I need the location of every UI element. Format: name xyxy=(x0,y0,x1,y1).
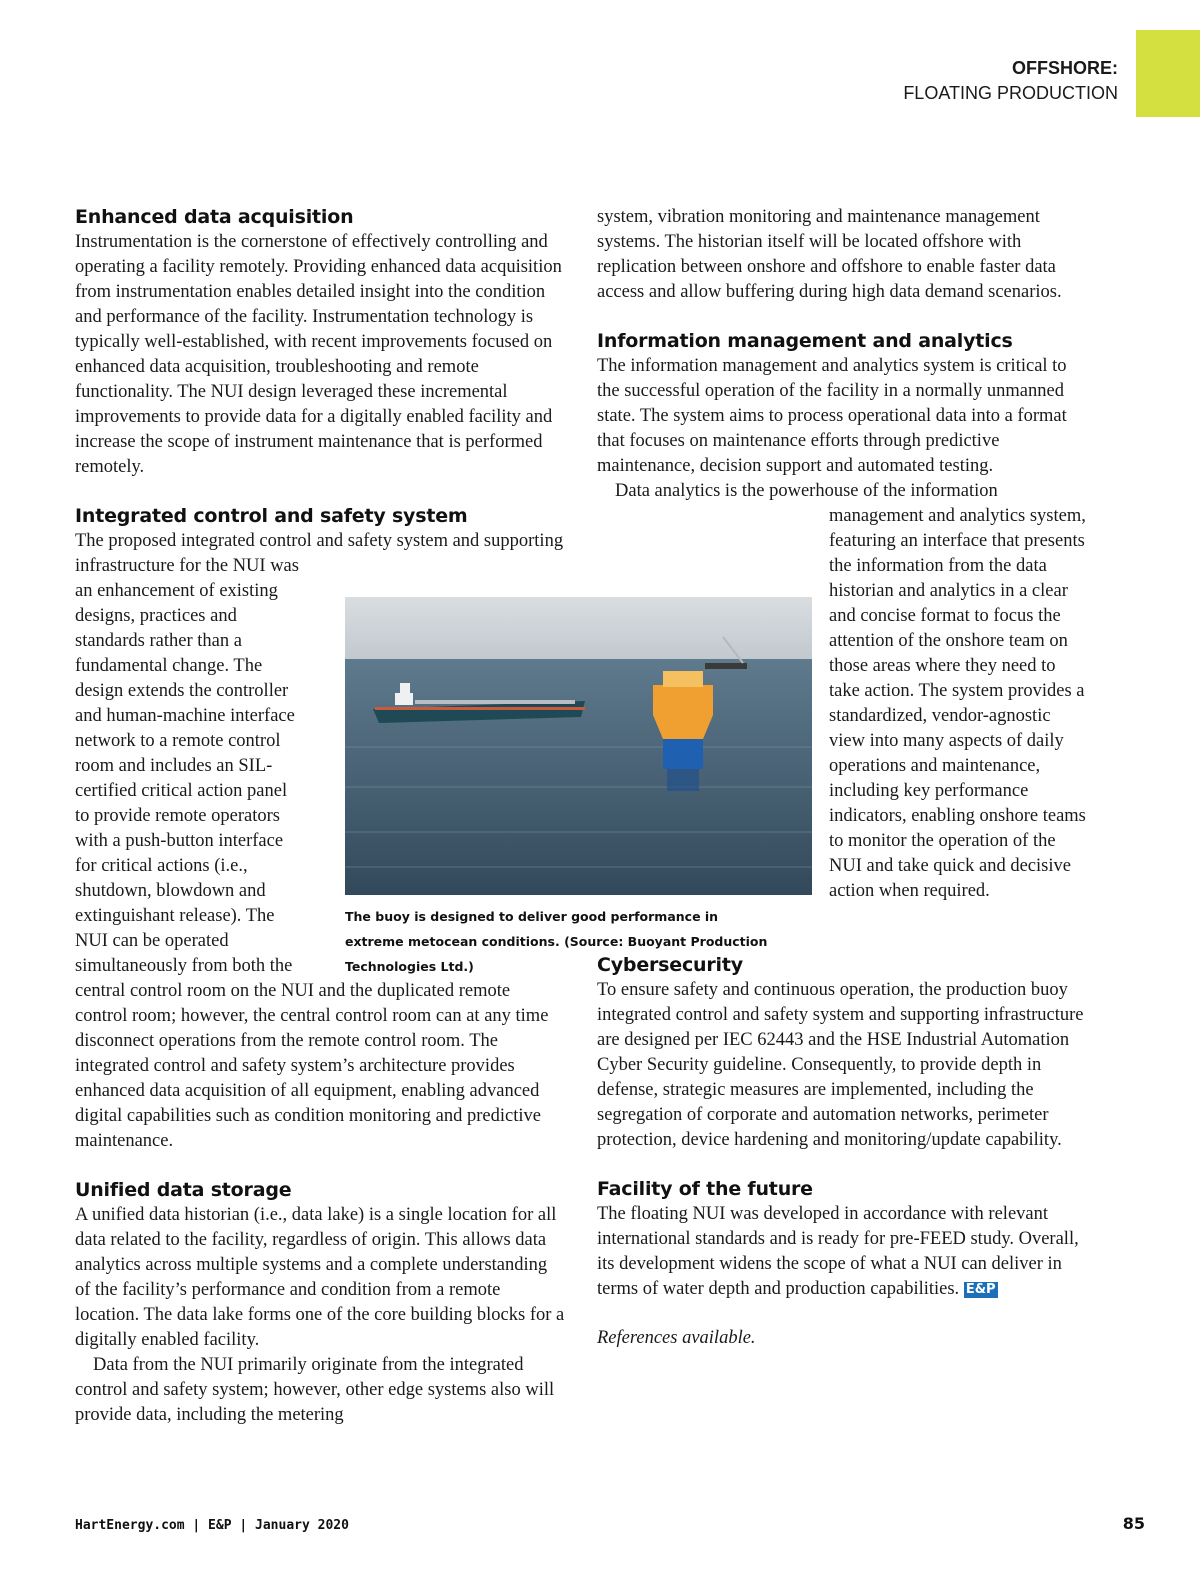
caption-line-3: Technologies Ltd.) xyxy=(345,959,474,974)
ep-end-logo: E&P xyxy=(965,1282,996,1297)
paragraph-integrated-control: The proposed integrated control and safety system and supporting infrastructure for the NUI was an enhancement of existing designs, practices and standards rather than a fundamental change. The design extends the controller and human-machine interface network to a remote control room and includes an SIL-certified critical action panel to provide remote operators with a push-button interface for critical actions (i.e., shutdown, blowdown and extinguishant release). The NUI can be operated simultaneously from both the central control room on the NUI and the duplicated remote control room; however, the central control room can at any time disconnect operations from the remote control room. The integrated control and safety system’s architecture provides enhanced data acquisition of all equipment, enabling advanced digital capabilities such as condition monitoring and predictive maintenance. xyxy=(75,531,564,1151)
paragraph-cybersecurity: To ensure safety and continuous operation, the production buoy integrated control and safety system and supporting infrastructure are designed per IEC 62443 and the HSE Industrial Automation Cyber Security guideline. Consequently, to provide depth in defense, strategic measures are implemented, including the segregation of corporate and automation networks, perimeter protection, device hardening and monitoring/update capability. xyxy=(597,980,1084,1150)
heading-unified-storage: Unified data storage xyxy=(75,1179,292,1201)
heading-integrated-control: Integrated control and safety system xyxy=(75,505,468,527)
footer-publication: HartEnergy.com | E&P | January 2020 xyxy=(75,1518,349,1533)
heading-facility-future: Facility of the future xyxy=(597,1178,813,1200)
sky xyxy=(345,597,812,659)
heading-info-management: Information management and analytics xyxy=(597,330,1013,352)
section-color-tab xyxy=(1136,30,1200,117)
caption-line-2: extreme metocean conditions. (Source: Buoyant Production xyxy=(345,934,768,949)
paragraph-info-management-2: Data analytics is the powerhouse of the information management and analytics system, featuring an interface that presents the information from the data historian and analytics in a clear and concise format to focus the attention of the onshore team on those areas where they need to take action. The system provides a standardized, vendor-agnostic view into many aspects of daily operations and maintenance, including key performance indicators, enabling onshore teams to monitor the operation of the NUI and take quick and decisive action when required. xyxy=(615,481,1086,901)
paragraph-unified-storage-cont: system, vibration monitoring and maintenance management systems. The historian itself will be located offshore with replication between onshore and offshore to enable faster data access and allow buffering during high data demand scenarios. xyxy=(597,207,1062,302)
paragraph-unified-storage-2: Data from the NUI primarily originate from the integrated control and safety system; however, other edge systems also will provide data, including the metering xyxy=(75,1355,555,1425)
heading-enhanced-data: Enhanced data acquisition xyxy=(75,206,354,228)
paragraph-info-management-1: The information management and analytics system is critical to the successful operation of the facility in a normally unmanned state. The system aims to process operational data into a format that focuses on maintenance efforts through predictive maintenance, decision support and automated testing. xyxy=(597,356,1067,476)
paragraph-facility-future xyxy=(597,1202,1087,1302)
buoy-photo xyxy=(345,597,812,895)
heading-cybersecurity: Cybersecurity xyxy=(597,954,743,976)
references-note: References available. xyxy=(597,1328,756,1348)
caption-line-1: The buoy is designed to deliver good performance in xyxy=(345,909,719,924)
paragraph-enhanced-data: Instrumentation is the cornerstone of effectively controlling and operating a facility remotely. Providing enhanced data acquisition from instrumentation enables detailed insight into the condition and performance of the facility. Instrumentation technology is typically well-established, with recent improvements focused on enhanced data acquisition, troubleshooting and remote functionality. The NUI design leveraged these incremental improvements to provide data for a digitally enabled facility and increase the scope of instrument maintenance that is performed remotely. xyxy=(75,232,562,477)
sea xyxy=(345,659,812,895)
page-number: 85 xyxy=(1122,1514,1145,1533)
facility-future-text: The floating NUI was developed in accordance with relevant international standards and is ready for pre-FEED study. Overall, its development widens the scope of what a NUI can deliver in terms of water depth and production capabilities. xyxy=(597,1204,1079,1299)
subsection-label: FLOATING PRODUCTION xyxy=(903,83,1118,103)
section-label: OFFSHORE: xyxy=(1012,58,1118,78)
section-header xyxy=(903,56,1118,106)
figure-caption xyxy=(345,904,815,979)
paragraph-unified-storage-1: A unified data historian (i.e., data lake) is a single location for all data related to the facility, regardless of origin. This allows data analytics across multiple systems and a complete understanding of the facility’s performance and condition from a remote location. The data lake forms one of the core building blocks for a digitally enabled facility. xyxy=(75,1205,565,1350)
page-footer xyxy=(75,1514,1145,1540)
